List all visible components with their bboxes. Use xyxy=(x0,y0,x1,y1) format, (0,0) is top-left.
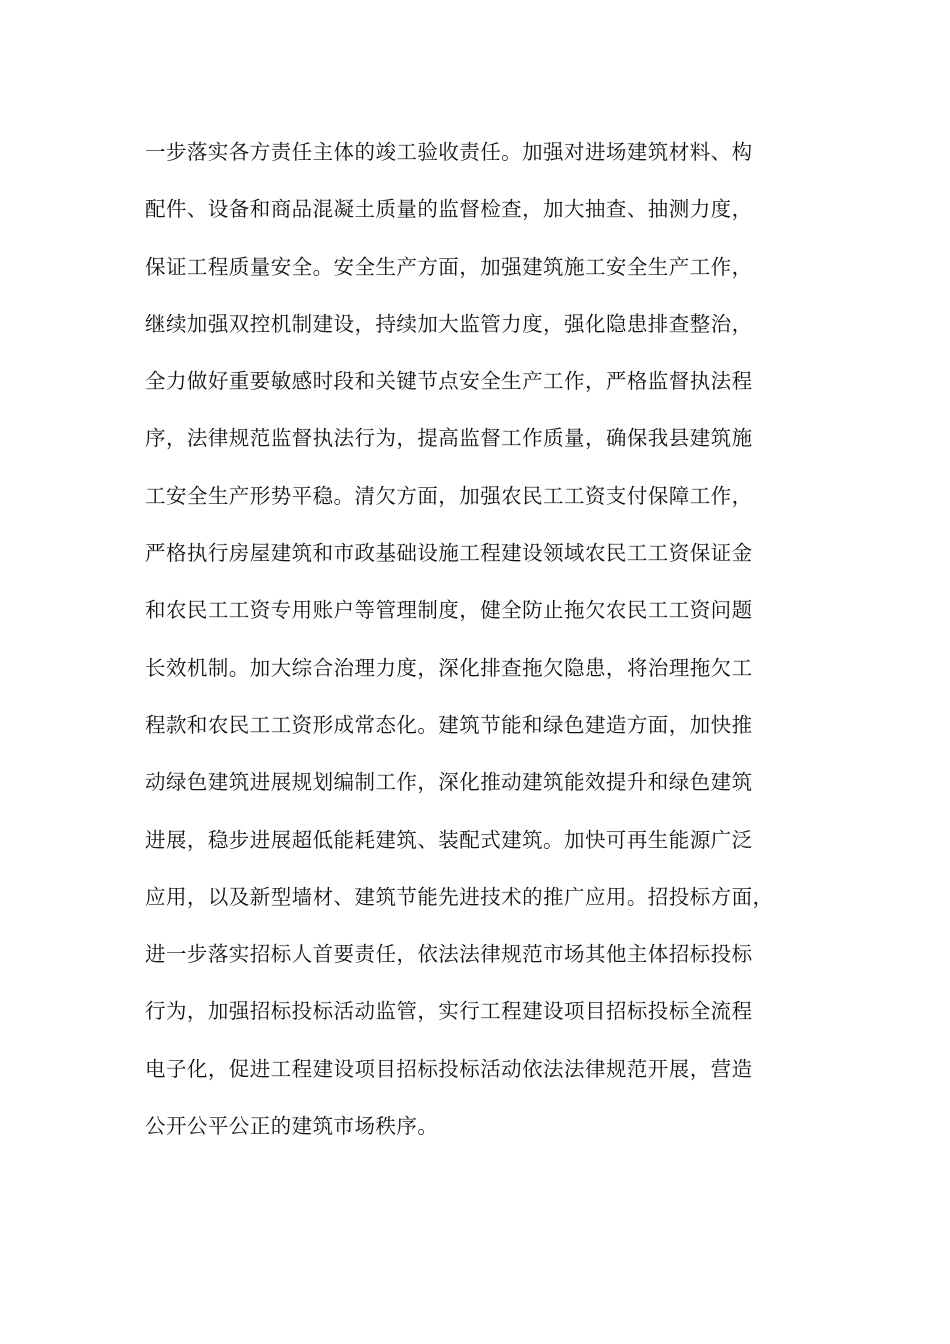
text-line: 工安全生产形势平稳。清欠方面，加强农民工工资支付保障工作， xyxy=(145,483,753,508)
text-line: 动绿色建筑进展规划编制工作，深化推动建筑能效提升和绿色建筑 xyxy=(145,770,753,795)
text-line: 保证工程质量安全。安全生产方面，加强建筑施工安全生产工作， xyxy=(145,254,753,279)
text-line: 公开公平公正的建筑市场秩序。 xyxy=(145,1114,439,1139)
text-line: 序，法律规范监督执法行为，提高监督工作质量，确保我县建筑施 xyxy=(145,426,753,451)
text-line: 全力做好重要敏感时段和关键节点安全生产工作，严格监督执法程 xyxy=(145,369,753,394)
text-line: 进展，稳步进展超低能耗建筑、装配式建筑。加快可再生能源广泛 xyxy=(145,827,753,852)
text-line: 继续加强双控机制建设，持续加大监管力度，强化隐患排查整治， xyxy=(145,311,753,336)
text-line: 程款和农民工工资形成常态化。建筑节能和绿色建造方面，加快推 xyxy=(145,712,753,737)
text-line: 一步落实各方责任主体的竣工验收责任。加强对进场建筑材料、构 xyxy=(145,140,753,164)
text-line: 电子化，促进工程建设项目招标投标活动依法法律规范开展，营造 xyxy=(145,1056,753,1081)
text-line: 行为，加强招标投标活动监管，实行工程建设项目招标投标全流程 xyxy=(145,999,753,1024)
body-paragraph xyxy=(145,130,845,1161)
text-line: 长效机制。加大综合治理力度，深化排查拖欠隐患，将治理拖欠工 xyxy=(145,655,753,680)
text-line: 严格执行房屋建筑和市政基础设施工程建设领域农民工工资保证金 xyxy=(145,541,753,566)
text-line: 和农民工工资专用账户等管理制度，健全防止拖欠农民工工资问题 xyxy=(145,598,753,623)
text-line: 应用，以及新型墙材、建筑节能先进技术的推广应用。招投标方面， xyxy=(145,884,774,909)
text-line: 进一步落实招标人首要责任，依法法律规范市场其他主体招标投标 xyxy=(145,942,753,967)
text-line: 配件、设备和商品混凝土质量的监督检查，加大抽查、抽测力度， xyxy=(145,197,753,222)
